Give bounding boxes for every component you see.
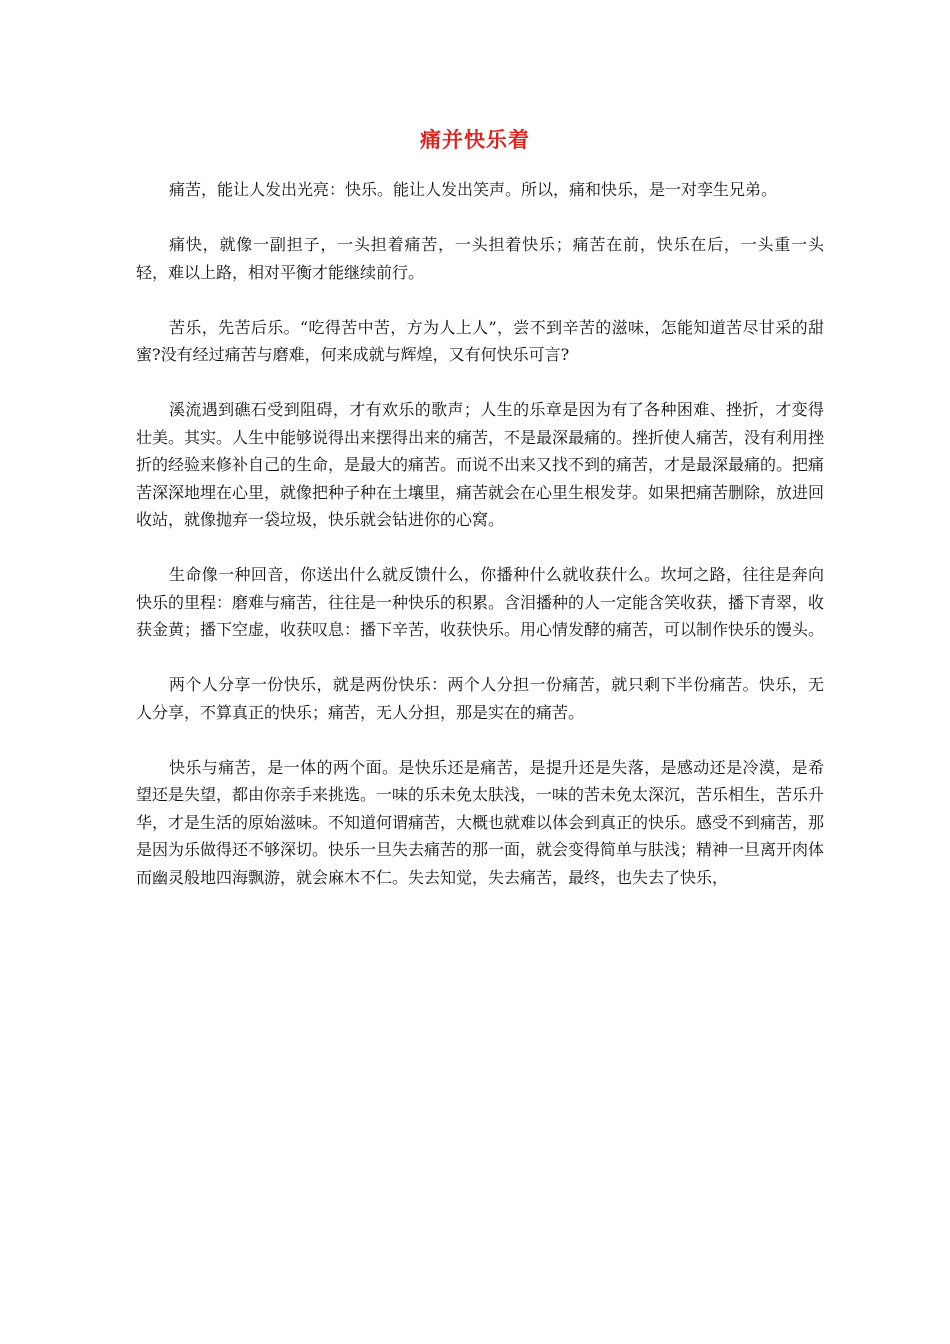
- paragraph: 生命像一种回音，你送出什么就反馈什么，你播种什么就收获什么。坎坷之路，往往是奔向快乐的里程：磨难与痛苦，往往是一种快乐的积累。含泪播种的人一定能含笑收获，播下青翠，收获金黄；播下空虚，收获叹息：播下辛苦，收获快乐。用心情发酵的痛苦，可以制作快乐的馒头。: [136, 565, 825, 639]
- paragraph: 快乐与痛苦，是一体的两个面。是快乐还是痛苦，是提升还是失落，是感动还是冷漠，是希望还是失望，都由你亲手来挑选。一味的乐未免太肤浅，一味的苦未免太深沉，苦乐相生，苦乐升华，才是生活的原始滋味。不知道何谓痛苦，大概也就难以体会到真正的快乐。感受不到痛苦，那是因为乐做得还不够深切。快乐一旦失去痛苦的那一面，就会变得简单与肤浅；精神一旦离开肉体而幽灵般地四海飘游，就会麻木不仁。失去知觉，失去痛苦，最终，也失去了快乐，: [136, 757, 825, 887]
- paragraph: 苦乐，先苦后乐。“吃得苦中苦，方为人上人”，尝不到辛苦的滋味，怎能知道苦尽甘采的甜蜜?没有经过痛苦与磨难，何来成就与辉煌，又有何快乐可言?: [136, 317, 824, 364]
- paragraph: 痛快，就像一副担子，一头担着痛苦，一头担着快乐；痛苦在前，快乐在后，一头重一头轻，难以上路，相对平衡才能继续前行。: [136, 235, 824, 282]
- document-title: 痛并快乐着: [420, 128, 530, 152]
- paragraph: 溪流遇到礁石受到阻碍，才有欢乐的歌声；人生的乐章是因为有了各种困难、挫折，才变得壮美。其实。人生中能够说得出来摆得出来的痛苦，不是最深最痛的。挫折使人痛苦，没有利用挫折的经验来修补自己的生命，是最大的痛苦。而说不出来又找不到的痛苦，才是最深最痛的。把痛苦深深地埋在心里，就像把种子种在土壤里，痛苦就会在心里生根发芽。如果把痛苦删除，放进回收站，就像抛弃一袋垃圾，快乐就会钻进你的心窝。: [136, 400, 825, 529]
- paragraph: 两个人分享一份快乐，就是两份快乐：两个人分担一份痛苦，就只剩下半份痛苦。快乐，无人分享，不算真正的快乐；痛苦，无人分担，那是实在的痛苦。: [136, 675, 824, 722]
- document-body: [136, 176, 824, 919]
- paragraph: 痛苦，能让人发出光亮：快乐。能让人发出笑声。所以，痛和快乐，是一对孪生兄弟。: [169, 180, 778, 199]
